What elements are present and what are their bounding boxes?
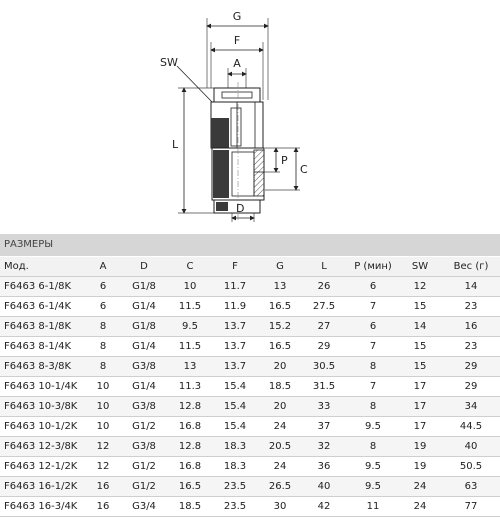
cell-a: 10	[88, 397, 118, 417]
cell-c: 9.5	[170, 317, 210, 337]
cell-g: 26.5	[260, 477, 300, 497]
cell-c: 12.8	[170, 397, 210, 417]
cell-a: 10	[88, 417, 118, 437]
cell-model: F6463 16-1/2K	[0, 477, 88, 497]
cell-d: G1/2	[118, 457, 170, 477]
col-header-d: D	[118, 257, 170, 277]
cell-model: F6463 12-3/8K	[0, 437, 88, 457]
cell-f: 15.4	[210, 417, 260, 437]
table-row	[0, 297, 500, 317]
table-row	[0, 277, 500, 297]
cell-model: F6463 6-1/8K	[0, 277, 88, 297]
cell-weight: 77	[442, 497, 500, 517]
cell-c: 16.8	[170, 417, 210, 437]
cell-sw: 15	[398, 357, 442, 377]
cell-g: 24	[260, 417, 300, 437]
cell-l: 36	[300, 457, 348, 477]
dim-label-g: G	[232, 10, 242, 23]
cell-c: 13	[170, 357, 210, 377]
cell-c: 11.5	[170, 337, 210, 357]
cell-g: 20	[260, 357, 300, 377]
cell-p: 7	[348, 297, 398, 317]
table-row	[0, 457, 500, 477]
cell-sw: 17	[398, 377, 442, 397]
dim-label-sw: SW	[160, 56, 178, 69]
cell-weight: 23	[442, 337, 500, 357]
cell-p: 8	[348, 357, 398, 377]
cell-g: 18.5	[260, 377, 300, 397]
cell-model: F6463 8-1/4K	[0, 337, 88, 357]
cell-d: G3/8	[118, 357, 170, 377]
cell-model: F6463 8-3/8K	[0, 357, 88, 377]
cell-l: 26	[300, 277, 348, 297]
cell-sw: 19	[398, 437, 442, 457]
col-header-c: C	[170, 257, 210, 277]
cell-p: 8	[348, 397, 398, 417]
cell-p: 9.5	[348, 457, 398, 477]
cell-f: 18.3	[210, 457, 260, 477]
cell-p: 6	[348, 317, 398, 337]
dimensions-table	[0, 257, 500, 517]
col-header-l: L	[300, 257, 348, 277]
col-header-f: F	[210, 257, 260, 277]
cell-model: F6463 10-1/4K	[0, 377, 88, 397]
cell-model: F6463 10-3/8K	[0, 397, 88, 417]
table-row	[0, 477, 500, 497]
dim-label-f: F	[233, 34, 241, 47]
table-row	[0, 317, 500, 337]
cell-model: F6463 8-1/8K	[0, 317, 88, 337]
cell-a: 16	[88, 477, 118, 497]
cell-weight: 29	[442, 357, 500, 377]
cell-weight: 14	[442, 277, 500, 297]
cell-f: 15.4	[210, 377, 260, 397]
cell-a: 12	[88, 437, 118, 457]
table-body	[0, 277, 500, 517]
cell-d: G3/8	[118, 437, 170, 457]
col-header-weight: Вес (г)	[442, 257, 500, 277]
col-header-a: A	[88, 257, 118, 277]
col-header-p: P (мин)	[348, 257, 398, 277]
table-header	[0, 257, 500, 277]
cell-g: 15.2	[260, 317, 300, 337]
cell-g: 16.5	[260, 337, 300, 357]
cell-l: 27	[300, 317, 348, 337]
cell-l: 32	[300, 437, 348, 457]
cell-l: 33	[300, 397, 348, 417]
cell-a: 6	[88, 277, 118, 297]
table-row	[0, 357, 500, 377]
cell-a: 8	[88, 317, 118, 337]
cell-weight: 16	[442, 317, 500, 337]
cell-sw: 17	[398, 417, 442, 437]
dim-label-p: P	[281, 154, 288, 167]
cell-weight: 29	[442, 377, 500, 397]
cell-p: 7	[348, 377, 398, 397]
cell-c: 11.5	[170, 297, 210, 317]
cell-p: 9.5	[348, 417, 398, 437]
technical-drawing	[0, 0, 500, 232]
table-row	[0, 337, 500, 357]
cell-f: 23.5	[210, 477, 260, 497]
cell-d: G1/8	[118, 317, 170, 337]
table-row	[0, 437, 500, 457]
cell-f: 23.5	[210, 497, 260, 517]
cell-p: 9.5	[348, 477, 398, 497]
cell-l: 37	[300, 417, 348, 437]
cell-p: 7	[348, 337, 398, 357]
cell-d: G1/8	[118, 277, 170, 297]
cell-d: G3/4	[118, 497, 170, 517]
cell-p: 8	[348, 437, 398, 457]
cell-d: G1/4	[118, 337, 170, 357]
cell-weight: 34	[442, 397, 500, 417]
cell-f: 11.9	[210, 297, 260, 317]
cell-c: 12.8	[170, 437, 210, 457]
cell-f: 15.4	[210, 397, 260, 417]
cell-sw: 15	[398, 337, 442, 357]
cell-g: 16.5	[260, 297, 300, 317]
fitting-body	[211, 82, 264, 220]
cell-p: 6	[348, 277, 398, 297]
cell-model: F6463 10-1/2K	[0, 417, 88, 437]
cell-l: 42	[300, 497, 348, 517]
cell-c: 11.3	[170, 377, 210, 397]
cell-sw: 19	[398, 457, 442, 477]
cell-d: G1/4	[118, 297, 170, 317]
cell-a: 12	[88, 457, 118, 477]
cell-l: 30.5	[300, 357, 348, 377]
cell-g: 20	[260, 397, 300, 417]
section-title: РАЗМЕРЫ	[0, 234, 500, 256]
dim-label-l: L	[172, 138, 179, 151]
cell-l: 29	[300, 337, 348, 357]
cell-g: 20.5	[260, 437, 300, 457]
cell-g: 13	[260, 277, 300, 297]
table-row	[0, 397, 500, 417]
col-header-model: Мод.	[0, 257, 88, 277]
cell-p: 11	[348, 497, 398, 517]
cell-a: 8	[88, 357, 118, 377]
cell-a: 10	[88, 377, 118, 397]
cell-d: G3/8	[118, 397, 170, 417]
cell-sw: 24	[398, 477, 442, 497]
cell-model: F6463 16-3/4K	[0, 497, 88, 517]
cell-weight: 23	[442, 297, 500, 317]
cell-sw: 14	[398, 317, 442, 337]
cell-f: 11.7	[210, 277, 260, 297]
table-row	[0, 377, 500, 397]
cell-weight: 63	[442, 477, 500, 497]
cell-g: 24	[260, 457, 300, 477]
cell-f: 13.7	[210, 357, 260, 377]
dim-label-c: C	[300, 163, 308, 176]
cell-sw: 24	[398, 497, 442, 517]
col-header-sw: SW	[398, 257, 442, 277]
cell-a: 8	[88, 337, 118, 357]
cell-weight: 44.5	[442, 417, 500, 437]
cell-d: G1/2	[118, 477, 170, 497]
cell-d: G1/4	[118, 377, 170, 397]
cell-f: 13.7	[210, 317, 260, 337]
cell-f: 13.7	[210, 337, 260, 357]
header-row	[0, 257, 500, 277]
cell-sw: 15	[398, 297, 442, 317]
dim-label-a: A	[233, 57, 241, 70]
fitting-drawing-svg	[0, 0, 500, 232]
dim-label-d: D	[236, 202, 245, 215]
cell-l: 31.5	[300, 377, 348, 397]
cell-c: 18.5	[170, 497, 210, 517]
cell-sw: 12	[398, 277, 442, 297]
cell-sw: 17	[398, 397, 442, 417]
col-header-g: G	[260, 257, 300, 277]
table-row	[0, 417, 500, 437]
cell-l: 40	[300, 477, 348, 497]
cell-model: F6463 12-1/2K	[0, 457, 88, 477]
cell-a: 16	[88, 497, 118, 517]
cell-d: G1/2	[118, 417, 170, 437]
cell-c: 16.5	[170, 477, 210, 497]
cell-c: 16.8	[170, 457, 210, 477]
cell-a: 6	[88, 297, 118, 317]
cell-g: 30	[260, 497, 300, 517]
cell-weight: 50.5	[442, 457, 500, 477]
cell-model: F6463 6-1/4K	[0, 297, 88, 317]
cell-f: 18.3	[210, 437, 260, 457]
cell-l: 27.5	[300, 297, 348, 317]
cell-weight: 40	[442, 437, 500, 457]
cell-c: 10	[170, 277, 210, 297]
